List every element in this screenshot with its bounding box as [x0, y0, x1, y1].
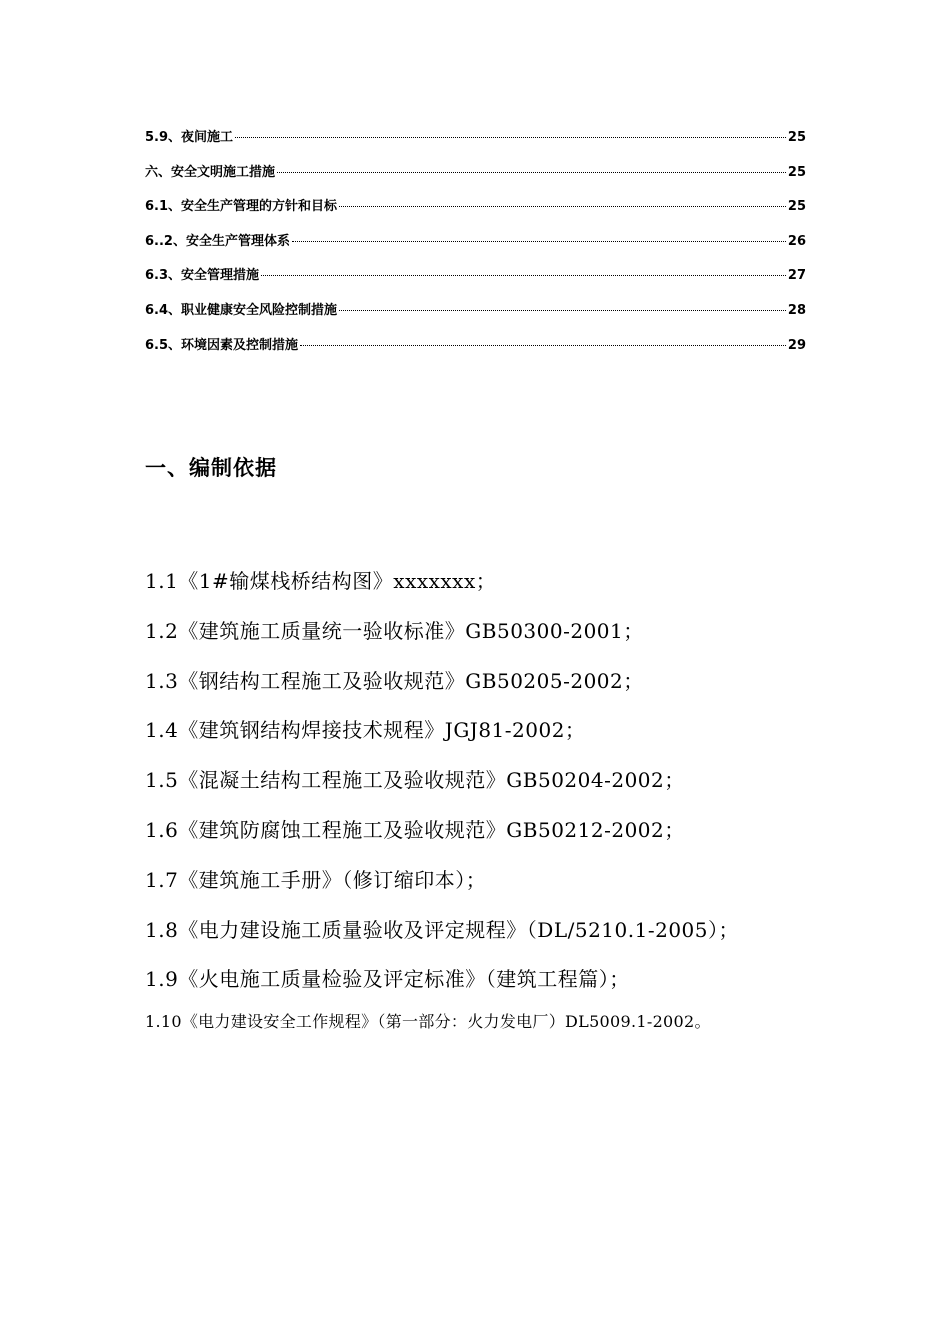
reference-item: 1.3《钢结构工程施工及验收规范》GB50205-2002； [145, 668, 644, 693]
toc-entry[interactable] [145, 334, 806, 369]
table-of-contents [145, 126, 806, 368]
toc-dot-leader [339, 310, 786, 311]
toc-entry-label: 6..2、安全生产管理体系 [145, 233, 290, 249]
reference-list [145, 563, 825, 1037]
toc-entry-label: 5.9、夜间施工 [145, 130, 234, 145]
toc-dot-leader [339, 206, 786, 207]
reference-item: 1.5《混凝土结构工程施工及验收规范》GB50204-2002； [145, 768, 685, 793]
toc-dot-leader [292, 241, 786, 242]
reference-item: 1.10《电力建设安全工作规程》（第一部分：火力发电厂）DL5009.1-2002。 [145, 1012, 711, 1032]
toc-entry-page: 26 [787, 233, 806, 249]
toc-entry-label: 6.1、安全生产管理的方针和目标 [145, 199, 338, 215]
toc-entry[interactable] [145, 264, 806, 299]
toc-entry-page: 25 [787, 199, 806, 215]
toc-entry[interactable] [145, 299, 806, 334]
toc-dot-leader [277, 172, 786, 173]
reference-item: 1.6《建筑防腐蚀工程施工及验收规范》GB50212-2002； [145, 817, 685, 842]
toc-entry-page: 25 [787, 130, 806, 145]
reference-item: 1.9《火电施工质量检验及评定标准》（建筑工程篇）； [145, 967, 630, 992]
toc-dot-leader [235, 137, 786, 138]
reference-item: 1.7《建筑施工手册》（修订缩印本）； [145, 867, 487, 892]
toc-entry-label: 六、安全文明施工措施 [145, 164, 276, 180]
toc-entry-page: 25 [787, 164, 806, 180]
toc-entry[interactable] [145, 126, 806, 161]
toc-entry[interactable] [145, 161, 806, 196]
toc-entry[interactable] [145, 195, 806, 230]
toc-entry-page: 29 [787, 337, 806, 353]
reference-item: 1.8《电力建设施工质量验收及评定规程》（DL/5210.1-2005）； [145, 917, 739, 942]
reference-item: 1.4《建筑钢结构焊接技术规程》JGJ81-2002； [145, 718, 586, 743]
reference-item: 1.1《1#输煤栈桥结构图》xxxxxxx； [145, 569, 497, 593]
toc-entry-label: 6.4、职业健康安全风险控制措施 [145, 302, 338, 318]
toc-entry-page: 28 [787, 302, 806, 318]
toc-entry-label: 6.3、安全管理措施 [145, 268, 260, 284]
toc-entry-page: 27 [787, 268, 806, 284]
section-heading: 一、编制依据 [145, 456, 277, 480]
toc-dot-leader [300, 345, 786, 346]
reference-item: 1.2《建筑施工质量统一验收标准》GB50300-2001； [145, 618, 644, 643]
toc-entry[interactable] [145, 230, 806, 265]
toc-entry-label: 6.5、环境因素及控制措施 [145, 337, 299, 353]
toc-dot-leader [261, 275, 786, 276]
